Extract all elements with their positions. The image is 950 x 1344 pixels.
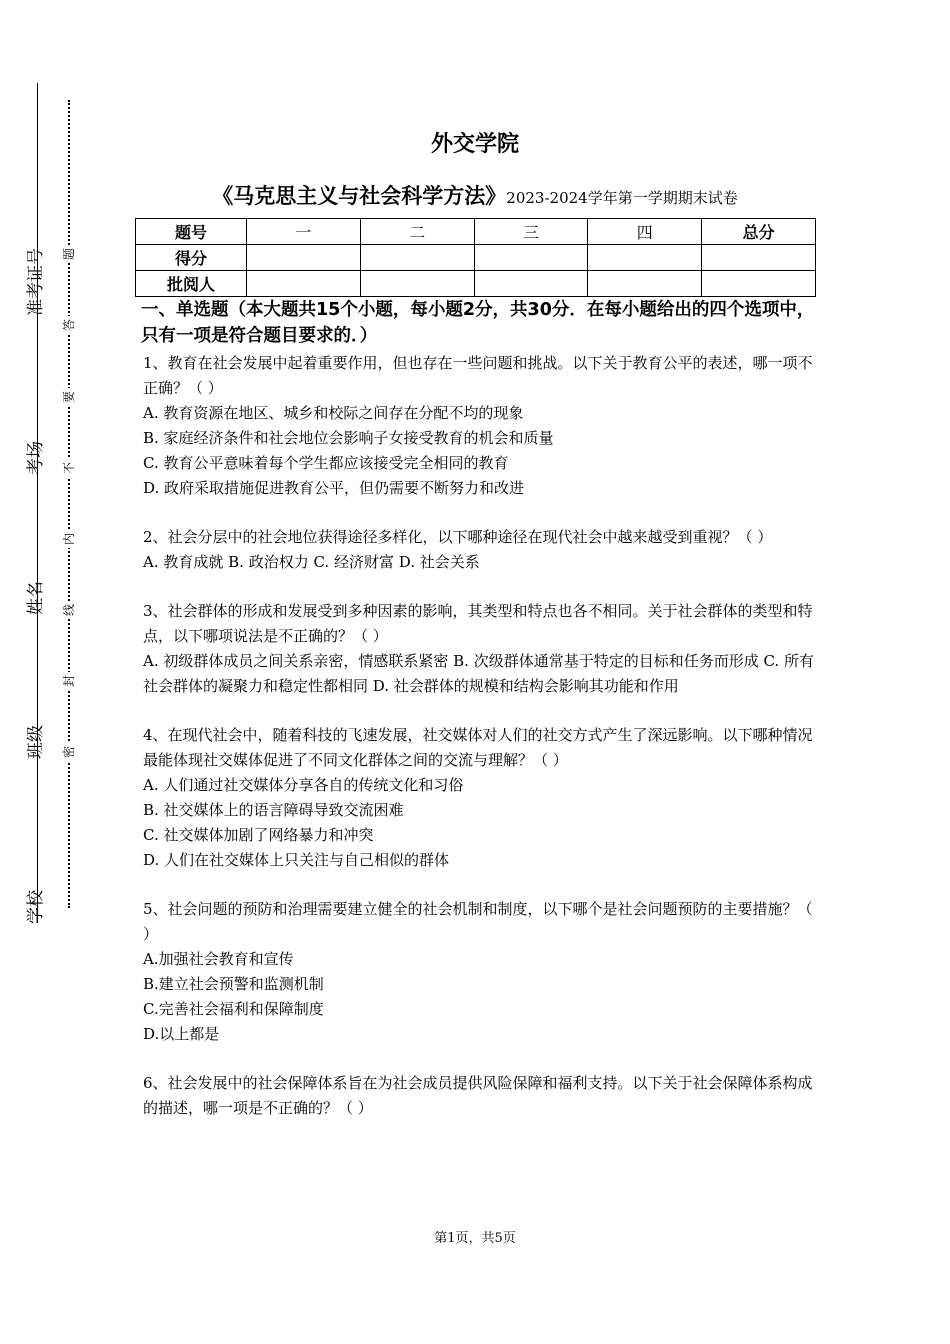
score-cell[interactable] <box>247 245 361 271</box>
option-a: A.加强社会教育和宣传 <box>143 950 294 968</box>
page-number: 第1页，共5页 <box>434 1231 516 1246</box>
question-stem: 4、在现代社会中，随着科技的飞速发展，社交媒体对人们的社交方式产生了深远影响。以下哪种情况最能体现社交媒体促进了不同文化群体之间的交流与理解？（ ） <box>143 726 813 769</box>
exam-title <box>0 180 950 214</box>
question-stem: 3、社会群体的形成和发展受到多种因素的影响，其类型和特点也各不相同。关于社会群体的类型和特点，以下哪项说法是不正确的？（ ） <box>143 602 813 645</box>
seal-word: 内 <box>60 530 78 548</box>
score-header-cell: 题号 <box>136 219 247 245</box>
grader-cell[interactable] <box>360 271 474 297</box>
score-cell[interactable] <box>702 245 816 271</box>
score-row <box>136 245 816 271</box>
score-header-cell: 总分 <box>702 219 816 245</box>
grader-cell[interactable] <box>588 271 702 297</box>
field-class: 班级 <box>25 725 46 759</box>
seal-word: 答 <box>60 316 78 334</box>
option-a: A. 人们通过社交媒体分享各自的传统文化和习俗 <box>143 776 464 794</box>
field-name: 姓名 <box>25 581 46 615</box>
option-d: D.以上都是 <box>143 1025 220 1043</box>
option-a: A. 教育资源在地区、城乡和校际之间存在分配不均的现象 <box>143 404 524 422</box>
school-name: 外交学院 <box>430 132 519 157</box>
option-d: D. 人们在社交媒体上只关注与自己相似的群体 <box>143 851 450 869</box>
option-c: C.完善社会福利和保障制度 <box>143 1000 324 1018</box>
option-b: B. 家庭经济条件和社会地位会影响子女接受教育的机会和质量 <box>143 429 554 447</box>
option-c: C. 教育公平意味着每个学生都应该接受完全相同的教育 <box>143 454 509 472</box>
option-b: B. 社交媒体上的语言障碍导致交流困难 <box>143 801 404 819</box>
seal-word: 封 <box>60 672 78 690</box>
question-stem: 5、社会问题的预防和治理需要建立健全的社会机制和制度，以下哪个是社会问题预防的主要措施？（ ） <box>143 900 813 943</box>
question-stem: 6、社会发展中的社会保障体系旨在为社会成员提供风险保障和福利支持。以下关于社会保障体系构成的描述，哪一项是不正确的？（ ） <box>143 1074 813 1117</box>
section-heading: 一、单选题（本大题共15个小题，每小题2分，共30分．在每小题给出的四个选项中，只有一项是符合题目要求的．） <box>141 300 815 346</box>
grader-cell[interactable] <box>702 271 816 297</box>
seal-word: 线 <box>60 601 78 619</box>
course-title: 《马克思主义与社会科学方法》 <box>212 184 507 208</box>
grader-row <box>136 271 816 297</box>
option-d: D. 政府采取措施促进教育公平，但仍需要不断努力和改进 <box>143 479 525 497</box>
question-4 <box>143 723 815 873</box>
question-stem: 2、社会分层中的社会地位获得途径多样化，以下哪种途径在现代社会中越来越受到重视？（ ） <box>143 528 773 546</box>
score-cell[interactable] <box>360 245 474 271</box>
score-header-cell: 四 <box>588 219 702 245</box>
seal-word: 要 <box>60 388 78 406</box>
score-cell[interactable] <box>588 245 702 271</box>
seal-dotted-line <box>68 100 70 908</box>
grader-cell[interactable] <box>247 271 361 297</box>
score-header-cell: 二 <box>360 219 474 245</box>
grader-cell[interactable] <box>474 271 588 297</box>
question-1 <box>143 351 815 501</box>
option-c: C. 社交媒体加剧了网络暴力和冲突 <box>143 826 374 844</box>
score-header-cell: 三 <box>474 219 588 245</box>
seal-word: 密 <box>60 743 78 761</box>
question-options: A. 初级群体成员之间关系亲密，情感联系紧密 B. 次级群体通常基于特定的目标和任务而形成 C. 所有社会群体的凝聚力和稳定性都相同 D. 社会群体的规模和结构会影响其功能和作用 <box>143 652 814 695</box>
exam-term: 2023-2024学年第一学期期末试卷 <box>506 189 738 207</box>
question-3 <box>143 599 815 699</box>
question-2 <box>143 525 815 575</box>
seal-word: 不 <box>60 459 78 477</box>
question-options: A. 教育成就 B. 政治权力 C. 经济财富 D. 社会关系 <box>143 553 480 571</box>
option-b: B.建立社会预警和监测机制 <box>143 975 324 993</box>
score-table-header-row <box>136 219 816 245</box>
field-school: 学校 <box>25 890 46 924</box>
section-single-choice <box>143 297 815 1145</box>
score-cell[interactable] <box>474 245 588 271</box>
score-table <box>135 218 816 297</box>
field-exam-room: 考场 <box>25 441 46 475</box>
score-header-cell: 一 <box>247 219 361 245</box>
question-6 <box>143 1071 815 1121</box>
question-stem: 1、教育在社会发展中起着重要作用，但也存在一些问题和挑战。以下关于教育公平的表述，哪一项不正确？（ ） <box>143 354 813 397</box>
question-5 <box>143 897 815 1047</box>
score-row-label: 得分 <box>136 245 247 271</box>
field-exam-number: 准考证号 <box>25 248 46 316</box>
seal-word: 题 <box>60 245 78 263</box>
grader-row-label: 批阅人 <box>136 271 247 297</box>
